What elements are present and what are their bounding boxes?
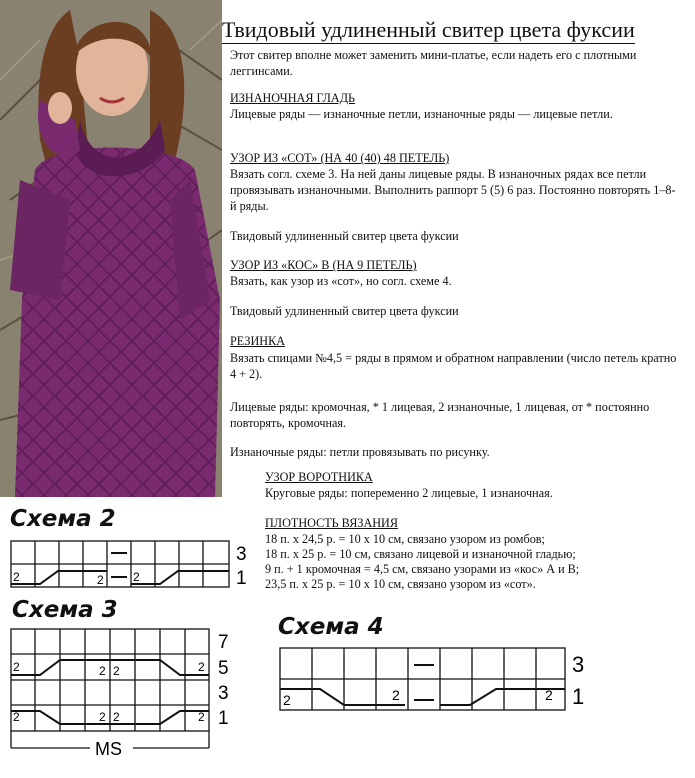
- section-heading: ИЗНАНОЧНАЯ ГЛАДЬ: [230, 91, 356, 105]
- scheme-3-cross-count: 2: [99, 664, 106, 678]
- scheme-4-cross-count: 2: [392, 687, 400, 703]
- scheme-3-grid: [11, 629, 209, 748]
- scheme-3-cross-count: 2: [113, 710, 120, 724]
- scheme-3-label: Схема 3: [12, 597, 118, 623]
- scheme-3-cross-count: 2: [13, 660, 20, 674]
- density-line: 9 п. + 1 кромочная = 4,5 см, связано узорами из «кос» А и В;: [265, 562, 580, 576]
- section-text: Лицевые ряды — изнаночные петли, изнаночные ряды — лицевые петли.: [230, 107, 613, 121]
- section-text: Изнаночные ряды: петли провязывать по рисунку.: [230, 445, 490, 459]
- article-title: Твидовый удлиненный свитер цвета фуксии: [222, 17, 635, 42]
- section-text: Вязать, как узор из «сот», но согл. схеме 4.: [230, 274, 452, 288]
- density-line: 23,5 п. х 25 р. = 10 х 10 см, связано узором из «сот».: [265, 577, 536, 591]
- scheme-2-row-number: 3: [236, 544, 247, 565]
- scheme-3-cross-count: 2: [113, 664, 120, 678]
- scheme-4-row-number: 1: [572, 684, 585, 709]
- scheme-4-label: Схема 4: [278, 614, 384, 640]
- scheme-4-row-number: 3: [572, 652, 585, 677]
- section-heading: УЗОР ИЗ «СОТ» (НА 40 (40) 48 ПЕТЕЛЬ): [230, 151, 450, 165]
- scheme-3-cross-count: 2: [198, 710, 205, 724]
- scheme-3-row-number: 1: [218, 708, 229, 729]
- density-line: 18 п. х 25 р. = 10 см, связано лицевой и изнаночной гладью;: [265, 547, 576, 561]
- scheme-3-cross-count: 2: [198, 660, 205, 674]
- section-text: Твидовый удлиненный свитер цвета фуксии: [230, 229, 459, 243]
- scheme-2-cross-count: 2: [13, 570, 20, 584]
- scheme-2-symbols: [11, 553, 229, 584]
- scheme-2-label: Схема 2: [10, 506, 116, 532]
- scheme-4-cross-count: 2: [283, 692, 291, 708]
- section-text: Круговые ряды: попеременно 2 лицевые, 1 изнаночная.: [265, 486, 553, 500]
- section-heading: ПЛОТНОСТЬ ВЯЗАНИЯ: [265, 516, 398, 530]
- section-text: Вязать согл. схеме 3. На ней даны лицевые ряды. В изнаночных рядах все петли провязывать изнаночными. Выполнить раппорт 5 (5) 6 раз. Постоянно повторять 1–8-й ряды.: [230, 167, 676, 213]
- scheme-3-cross-count: 2: [13, 710, 20, 724]
- section-text: Твидовый удлиненный свитер цвета фуксии: [230, 304, 459, 318]
- scheme-3-row-number: 7: [218, 632, 229, 653]
- section-heading: УЗОР ИЗ «КОС» В (НА 9 ПЕТЕЛЬ): [230, 258, 417, 272]
- scheme-2-cross-count: 2: [97, 573, 104, 587]
- scheme-3-cross-count: 2: [99, 710, 106, 724]
- scheme-4-symbols: [280, 665, 565, 705]
- section-heading: РЕЗИНКА: [230, 334, 286, 348]
- intro-text: Этот свитер вполне может заменить мини-платье, если надеть его с плотными леггинсами.: [230, 48, 637, 78]
- scheme-4-cross-count: 2: [545, 687, 553, 703]
- section-text: Вязать спицами №4,5 = ряды в прямом и обратном направлении (число петель кратно 4 + 2).: [230, 351, 677, 381]
- scheme-3-ms-label: MS: [95, 739, 122, 759]
- scheme-2-row-number: 1: [236, 568, 247, 589]
- scheme-3-row-number: 3: [218, 683, 229, 704]
- scheme-3-row-number: 5: [218, 658, 229, 679]
- section-text: Лицевые ряды: кромочная, * 1 лицевая, 2 изнаночные, 1 лицевая, от * постоянно повторять, кромочная.: [230, 400, 650, 430]
- section-heading: УЗОР ВОРОТНИКА: [265, 470, 373, 484]
- density-line: 18 п. х 24,5 р. = 10 х 10 см, связано узором из ромбов;: [265, 532, 545, 546]
- scheme-2-cross-count: 2: [133, 570, 140, 584]
